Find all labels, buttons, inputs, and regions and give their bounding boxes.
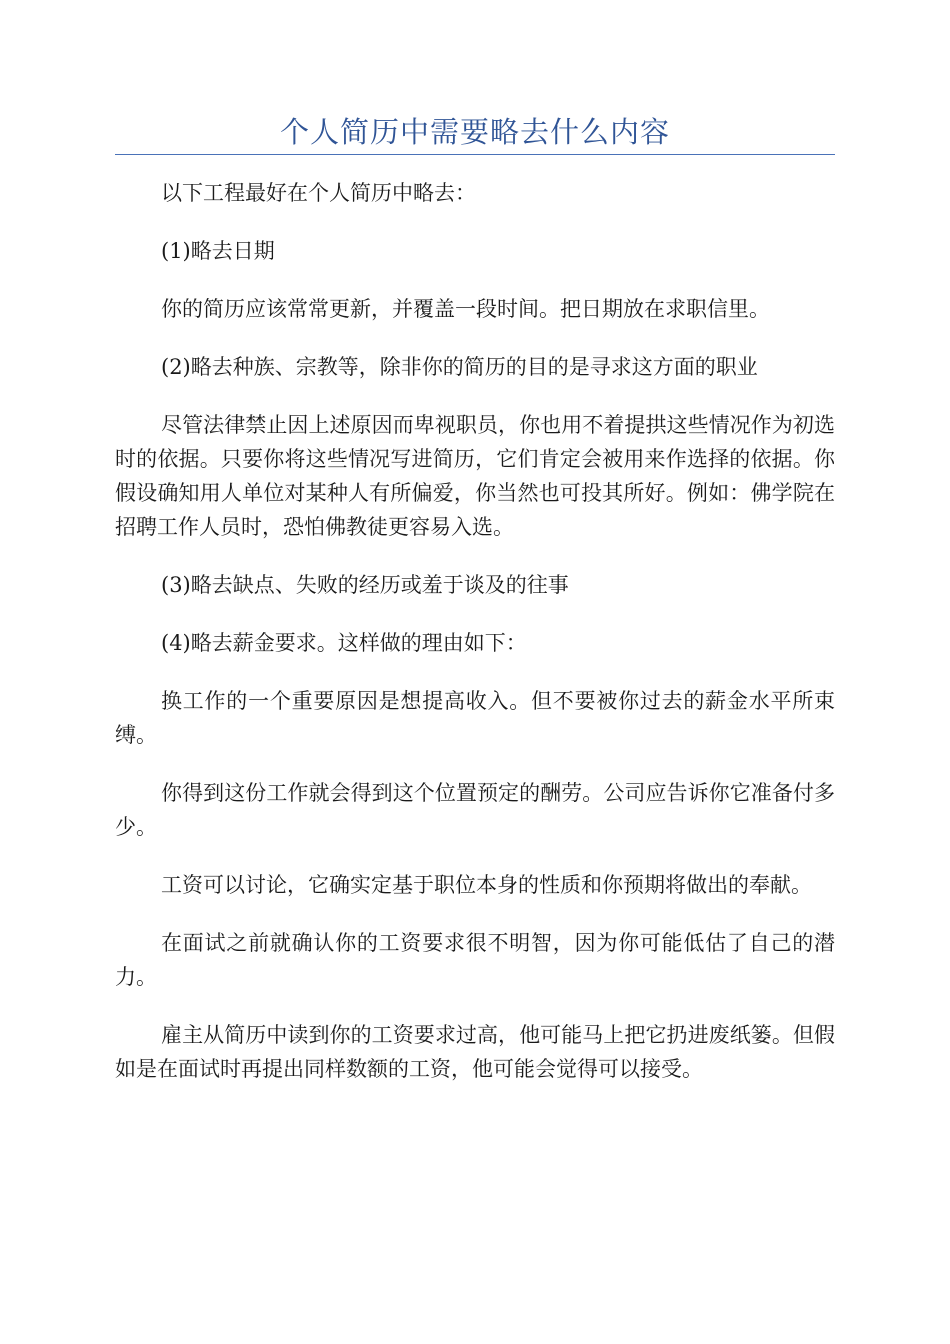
paragraph-salary-5: 雇主从简历中读到你的工资要求过高，他可能马上把它扔进废纸篓。但假如是在面试时再提出同样数额的工资，他可能会觉得可以接受。 [115, 1023, 835, 1081]
paragraph-discrimination: 尽管法律禁止因上述原因而卑视职员，你也用不着提拱这些情况作为初选时的依据。只要你将这些情况写进简历，它们肯定会被用来作选择的依据。你假设确知用人单位对某种人有所偏爱，你当然也可投其所好。例如：佛学院在招聘工作人员时，恐怕佛教徒更容易入选。 [115, 413, 835, 539]
paragraph-salary-1: 换工作的一个重要原因是想提高收入。但不要被你过去的薪金水平所束缚。 [115, 689, 835, 747]
document-body [115, 176, 835, 1110]
paragraph-salary-4: 在面试之前就确认你的工资要求很不明智，因为你可能低估了自己的潜力。 [115, 931, 835, 989]
paragraph-heading-4: (4)略去薪金要求。这样做的理由如下： [161, 631, 527, 655]
paragraph-intro: 以下工程最好在个人简历中略去： [161, 181, 476, 205]
paragraph-salary-2: 你得到这份工作就会得到这个位置预定的酬劳。公司应告诉你它准备付多少。 [115, 781, 835, 839]
document-title: 个人简历中需要略去什么内容 [279, 115, 670, 149]
paragraph-heading-2: (2)略去种族、宗教等，除非你的简历的目的是寻求这方面的职业 [161, 355, 758, 379]
paragraph-dates: 你的简历应该常常更新，并覆盖一段时间。把日期放在求职信里。 [161, 297, 770, 321]
paragraph-heading-1: (1)略去日期 [161, 239, 275, 263]
paragraph-heading-3: (3)略去缺点、失败的经历或羞于谈及的往事 [161, 573, 569, 597]
title-underline [115, 154, 835, 155]
paragraph-salary-3: 工资可以讨论，它确实定基于职位本身的性质和你预期将做出的奉献。 [161, 873, 812, 897]
